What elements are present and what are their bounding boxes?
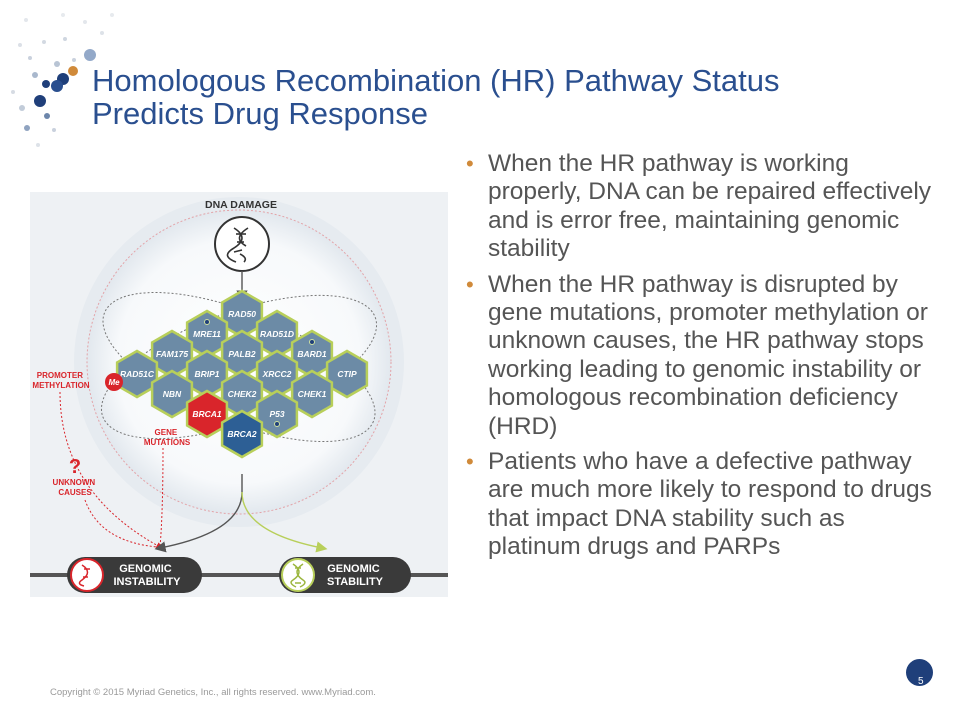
gene-label-chek2: CHEK2 [227,389,257,399]
gene-label-palb2: PALB2 [228,349,256,359]
bullet-item [464,150,934,264]
title-line-1: Homologous Recombination (HR) Pathway Status [92,63,780,98]
gene-label-xrcc2: XRCC2 [262,369,292,379]
bullet-item [464,271,934,441]
hr-pathway-diagram [30,192,448,597]
bullet-text: When the HR pathway is working properly, DNA can be repaired effectively and is error free, maintaining genomic stability [488,150,932,263]
gene-label-nbn: NBN [162,389,182,399]
bullet-dot-icon: • [466,449,474,475]
gene-label-rad50: RAD50 [228,309,256,319]
gene-label-ctip: CTIP [337,369,357,379]
genomic-instability-label [113,563,181,588]
gene-label-chek1: CHEK1 [297,389,327,399]
hex-marker-dot [310,340,315,345]
bullet-dot-icon: • [466,151,474,176]
bullet-dot-icon: • [466,271,474,297]
page-number: 5 [918,676,924,687]
gene-label-mre11: MRE11 [193,329,221,339]
me-badge-text: Me [108,378,120,387]
hex-marker-dot [275,422,280,427]
gene-label-p53: P53 [269,409,285,419]
instability-line-1: GENOMIC [119,563,172,575]
gene-label-brca2: BRCA2 [227,429,257,439]
promoter-methylation-label [32,371,89,390]
gene-label-brca1: BRCA1 [192,409,222,419]
genomic-stability-label [327,563,384,588]
bullet-text: When the HR pathway is disrupted by gene mutations, promoter methylation or unknown causes, the HR pathway stops working leading to genomic instability or homologous recombination deficiency (HRD) [488,270,928,440]
gene-label-rad51c: RAD51C [119,369,155,379]
hex-marker-dot [205,320,210,325]
mutations-line: MUTATIONS [143,438,191,447]
slide-title [92,64,852,130]
promoter-line: PROMOTER [36,371,83,380]
unknown-causes-label [53,478,98,497]
gene-label-brip1: BRIP1 [194,369,220,379]
copyright-footer: Copyright © 2015 Myriad Genetics, Inc., all rights reserved. www.Myriad.com. [50,687,376,698]
bullet-list [464,150,934,569]
stability-line-1: GENOMIC [327,563,380,575]
title-line-2: Predicts Drug Response [92,96,428,131]
gene-label-fam175: FAM175 [155,349,189,359]
dna-damage-label: DNA DAMAGE [205,199,277,211]
gene-line: GENE [154,428,178,437]
methylation-line: METHYLATION [32,381,90,390]
unknown-line: UNKNOWN [52,478,96,487]
stability-line-2: STABILITY [326,576,384,588]
instability-line-2: INSTABILITY [113,576,181,588]
gene-label-rad51d: RAD51D [259,329,295,339]
unknown-question-mark: ? [68,456,82,478]
bullet-text: Patients who have a defective pathway are much more likely to respond to drugs that impact DNA stability such as platinum drugs and PARPs [488,448,932,561]
bullet-item [464,448,934,562]
gene-label-bard1: BARD1 [297,349,327,359]
causes-line: CAUSES [58,488,92,497]
